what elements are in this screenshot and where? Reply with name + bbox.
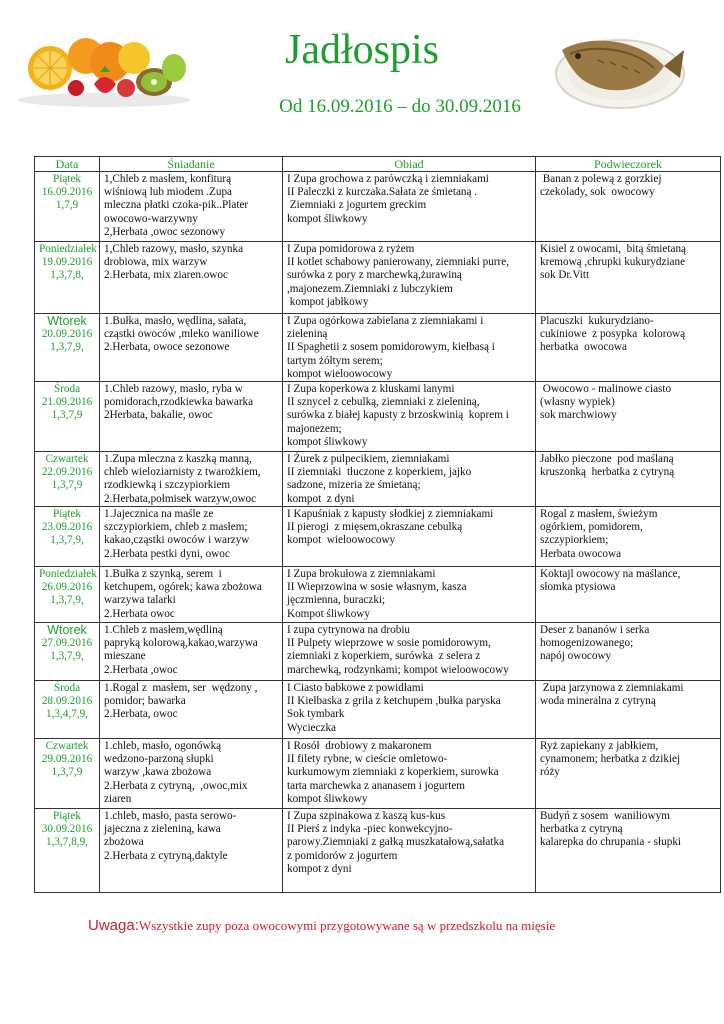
lunch-line: I Rosół drobiowy z makaronem [287, 740, 432, 753]
lunch-line: kompot z dyni [287, 862, 352, 875]
snack-line: słomka ptysiowa [540, 581, 616, 594]
snack-cell [536, 242, 721, 314]
snack-line: woda mineralna z cytryną [540, 695, 656, 708]
lunch-line: Kompot śliwkowy [287, 607, 370, 620]
allergen-codes: 1,3,7,9, [50, 534, 84, 547]
table-header-row [35, 157, 721, 172]
day-name: Czwartek [45, 740, 89, 753]
breakfast-line: mieszane [104, 650, 146, 663]
breakfast-line: chleb wieloziarnisty z twarożkiem, [104, 466, 261, 479]
snack-line: czekolady, sok owocowy [540, 186, 655, 199]
day-date: 16.09.2016 [41, 186, 93, 199]
day-date: 28.09.2016 [41, 695, 93, 708]
allergen-codes: 1,7,9 [55, 199, 79, 212]
breakfast-line: warzyw ,kawa zbożowa [104, 766, 212, 779]
lunch-line: sadzone, mizeria ze śmietaną; [287, 479, 421, 492]
breakfast-line: rzodkiewką i szczypiorkiem [104, 479, 231, 492]
lunch-line: II sznycel z cebulką, ziemniaki z zieleniną, [287, 396, 480, 409]
allergen-codes: 1,3,7,8,9, [46, 836, 88, 849]
breakfast-line: 2.Herbata, owoc [104, 708, 178, 721]
breakfast-line: 1.Jajecznica na maśle ze [104, 508, 214, 521]
table-row [35, 242, 721, 314]
lunch-cell [283, 567, 536, 623]
breakfast-line: 2.Herbata, mix ziaren.owoc [104, 269, 228, 282]
lunch-line: kurkumowym ziemniaki z koperkiem, surowka [287, 766, 499, 779]
snack-line: Banan z polewą z gorzkiej [540, 173, 662, 185]
lunch-line: II Spaghetii z sosem pomidorowym, kiełbasą i [287, 341, 495, 354]
lunch-line: II ziemniaki tłuczone z koperkiem, jajko [287, 466, 472, 479]
table-row [35, 623, 721, 681]
day-date: 23.09.2016 [41, 521, 93, 534]
lunch-line: II Pulpety wieprzowe w sosie pomidorowym, [287, 637, 491, 650]
breakfast-cell [100, 507, 283, 567]
allergen-codes: 1,3,7,9, [50, 594, 84, 607]
breakfast-line: owocowo-warzywny [104, 212, 198, 225]
snack-cell [536, 452, 721, 507]
day-cell [35, 809, 100, 893]
snack-line: Herbata owocowa [540, 547, 622, 560]
breakfast-line: 2.Herbata, owoce sezonowe [104, 341, 230, 354]
breakfast-line: cząstki owoców ,mleko waniliowe [104, 328, 259, 341]
menu-body [35, 172, 721, 893]
breakfast-cell [100, 242, 283, 314]
snack-line: (własny wypiek) [540, 396, 615, 409]
column-header-lunch: Obiad [283, 157, 536, 172]
lunch-line: II kotlet schabowy panierowany, ziemniaki purre, [287, 256, 510, 269]
breakfast-line: 2.Herbata z cytryną,daktyle [104, 849, 228, 862]
snack-line: Deser z bananów i serka [540, 624, 650, 637]
lunch-line: ,majonezem.Ziemniaki z lubczykiem [287, 282, 453, 295]
breakfast-line: 1.chleb, masło, ogonówką [104, 740, 222, 753]
snack-line: kalarepka do chrupania - słupki [540, 836, 682, 849]
lunch-line: majonezem; [287, 422, 342, 435]
day-name: Piątek [53, 810, 81, 823]
lunch-cell [283, 681, 536, 739]
lunch-line: kompot jabłkowy [287, 295, 369, 308]
snack-line: Placuszki kukurydziano- [540, 315, 654, 327]
breakfast-line: 1.Bułka z szynką, serem i [104, 568, 222, 581]
snack-cell [536, 314, 721, 382]
allergen-codes: 1,3,4,7,9, [46, 708, 88, 721]
lunch-cell [283, 809, 536, 893]
allergen-codes: 1,3,7,9 [51, 479, 83, 492]
note-text: Wszystkie zupy poza owocowymi przygotowywane są w przedszkolu na mięsie [138, 918, 556, 933]
snack-line: cynamonem; herbatka z dzikiej [540, 753, 681, 766]
menu-table [34, 156, 721, 893]
snack-line: herbatka z cytryną [540, 823, 623, 836]
breakfast-line: 1.Zupa mleczna z kaszką manną, [104, 453, 252, 466]
lunch-line: II Paleczki z kurczaka.Sałata ze śmietaną . [287, 186, 478, 199]
breakfast-line: 2Herbata, bakalie, owoc [104, 409, 213, 422]
allergen-codes: 1,3,7,9, [50, 650, 84, 663]
lunch-cell [283, 314, 536, 382]
breakfast-line: 2,Herbata ,owoc sezonowy [104, 225, 226, 238]
snack-line: Koktajl owocowy na maślance, [540, 568, 681, 581]
breakfast-line: 2.Herbata z cytryną, ,owoc,mix [104, 779, 248, 792]
day-name: Piątek [53, 173, 81, 185]
lunch-cell [283, 382, 536, 452]
breakfast-line: 2.Herbata pestki dyni, owoc [104, 547, 230, 560]
table-row [35, 507, 721, 567]
lunch-line: II Kiełbaska z grila z ketchupem ,bułka paryska [287, 695, 501, 708]
table-row [35, 172, 721, 242]
day-cell [35, 507, 100, 567]
lunch-line: ziemniaki z koperkiem, surówka z selera z [287, 650, 481, 663]
breakfast-line: 1.Bułka, masło, wędlina, sałata, [104, 315, 247, 327]
snack-line: napój owocowy [540, 650, 612, 663]
table-row [35, 809, 721, 893]
day-name: Środa [53, 682, 81, 695]
snack-line: róży [540, 766, 560, 779]
lunch-line: kompot z dyni [287, 492, 355, 505]
lunch-line: I Ciasto babkowe z powidłami [287, 682, 424, 695]
breakfast-cell [100, 452, 283, 507]
day-cell [35, 623, 100, 681]
snack-line: Jabłko pieczone pod maślaną [540, 453, 674, 466]
breakfast-line: jajeczna z zieleniną, kawa [104, 823, 221, 836]
day-name: Wtorek [47, 623, 87, 638]
page-title: Jadłospis [284, 27, 439, 73]
lunch-line: surówka z białej kapusty z brzoskwinią koprem i [287, 409, 509, 422]
day-date: 20.09.2016 [41, 328, 93, 341]
breakfast-line: ziaren [104, 792, 132, 805]
lunch-line: I Żurek z pulpecikiem, ziemniakami [287, 453, 450, 466]
day-date: 22.09.2016 [41, 466, 93, 479]
lunch-line: surówka z pory z marchewką,żurawiną [287, 269, 462, 282]
snack-line: homogenizowanego; [540, 637, 634, 650]
breakfast-line: pomidorach,rzodkiewka bawarka [104, 396, 254, 409]
lunch-line: I Zupa koperkowa z kluskami lanymi [287, 383, 455, 396]
lunch-line: kompot śliwkowy [287, 212, 368, 225]
note-label: Uwaga: [88, 917, 139, 934]
table-row [35, 382, 721, 452]
day-date: 26.09.2016 [41, 581, 93, 594]
lunch-cell [283, 242, 536, 314]
lunch-line: II pierogi z mięsem,okraszane cebulką [287, 521, 463, 534]
snack-line: sok Dr.Vitt [540, 269, 590, 282]
breakfast-line: 2.Herbata owoc [104, 607, 175, 620]
allergen-codes: 1,3,7,8, [50, 269, 84, 282]
snack-cell [536, 172, 721, 242]
snack-cell [536, 739, 721, 809]
breakfast-line: warzywa talarki [104, 594, 176, 607]
snack-line: kruszonką herbatka z cytryną [540, 466, 675, 479]
column-header-snack: Podwieczorek [536, 157, 721, 172]
day-cell [35, 242, 100, 314]
lunch-line: II Wieprzowina w sosie własnym, kasza [287, 581, 467, 594]
breakfast-line: 2.Herbata,połmisek warzyw,owoc [104, 492, 257, 505]
lunch-line: jęczmienna, buraczki; [287, 594, 386, 607]
day-cell [35, 172, 100, 242]
breakfast-cell [100, 739, 283, 809]
snack-line: Kisiel z owocami, bitą śmietaną [540, 243, 687, 255]
snack-cell [536, 809, 721, 893]
snack-cell [536, 681, 721, 739]
lunch-line: I Zupa pomidorowa z ryżem [287, 243, 415, 255]
day-date: 21.09.2016 [41, 396, 93, 409]
lunch-line: tarta marchewka z ananasem i jogurtem [287, 779, 465, 792]
snack-line: Budyń z sosem waniliowym [540, 810, 670, 823]
day-date: 19.09.2016 [41, 256, 93, 269]
lunch-line: Ziemniaki z jogurtem greckim [287, 199, 427, 212]
lunch-line: kompot wieloowocowy [287, 534, 396, 547]
lunch-cell [283, 739, 536, 809]
lunch-line: tartym żółtym serem; [287, 354, 383, 367]
breakfast-cell [100, 382, 283, 452]
column-header-breakfast: Śniadanie [100, 157, 283, 172]
lunch-cell [283, 172, 536, 242]
allergen-codes: 1,3,7,9 [51, 409, 83, 422]
breakfast-line: drobiowa, mix warzyw [104, 256, 208, 269]
table-row [35, 739, 721, 809]
lunch-line: kompot śliwkowy [287, 435, 368, 448]
snack-cell [536, 623, 721, 681]
day-name: Wtorek [47, 314, 87, 328]
lunch-line: II Pierś z indyka -piec konwekcyjno- [287, 823, 453, 836]
day-name: Poniedziałek [39, 243, 97, 255]
day-cell [35, 314, 100, 382]
day-name: Piątek [53, 508, 81, 521]
day-name: Poniedziałek [39, 568, 97, 581]
breakfast-line: 1.Rogal z masłem, ser wędzony , [104, 682, 258, 695]
day-date: 30.09.2016 [41, 823, 93, 836]
lunch-line: kompot wieloowocowy [287, 367, 393, 380]
breakfast-line: wedzono-parzoną słupki [104, 753, 214, 766]
table-row [35, 567, 721, 623]
lunch-line: z pomidorów z jogurtem [287, 849, 398, 862]
lunch-line: I Zupa ogórkowa zabielana z ziemniakami i [287, 315, 484, 327]
lunch-line: Wycieczka [287, 721, 337, 734]
day-cell [35, 452, 100, 507]
day-date: 29.09.2016 [41, 753, 93, 766]
lunch-line: I Kapuśniak z kapusty słodkiej z ziemniakami [287, 508, 494, 521]
breakfast-line: 2.Herbata ,owoc [104, 663, 178, 676]
breakfast-line: zbożowa [104, 836, 144, 849]
snack-line: Rogal z masłem, świeżym [540, 508, 658, 521]
snack-line: szczypiorkiem; [540, 534, 609, 547]
date-range: Od 16.09.2016 – do 30.09.2016 [279, 96, 521, 117]
day-cell [35, 567, 100, 623]
breakfast-line: wiśniową lub miodem .Zupa [104, 186, 233, 199]
day-cell [35, 681, 100, 739]
lunch-cell [283, 452, 536, 507]
breakfast-line: kakao,cząstki owoców i warzyw [104, 534, 250, 547]
breakfast-line: pomidor; bawarka [104, 695, 186, 708]
day-cell [35, 739, 100, 809]
lunch-line: zieleniną [287, 328, 328, 341]
lunch-line: I Zupa szpinakowa z kaszą kus-kus [287, 810, 446, 823]
breakfast-line: 1,Chleb z masłem, konfiturą [104, 173, 232, 185]
snack-line: Owocowo - malinowe ciasto [540, 383, 672, 396]
breakfast-line: mleczna płatki czoka-pik..Plater [104, 199, 249, 212]
breakfast-line: 1.Chleb z masłem,wędliną [104, 624, 223, 637]
lunch-line: I Zupa grochowa z parówczką i ziemniakami [287, 173, 489, 185]
allergen-codes: 1,3,7,9 [51, 766, 83, 779]
lunch-line: II filety rybne, w cieście omletowo- [287, 753, 448, 766]
table-row [35, 681, 721, 739]
lunch-line: I Zupa brokułowa z ziemniakami [287, 568, 436, 581]
day-name: Środa [53, 383, 81, 396]
lunch-line: parowy.Ziemniaki z gałką muszkatałową,sałatka [287, 836, 505, 849]
breakfast-line: szczypiorkiem, chleb z masłem; [104, 521, 248, 534]
breakfast-cell [100, 314, 283, 382]
lunch-cell [283, 507, 536, 567]
snack-line: sok marchwiowy [540, 409, 617, 422]
lunch-line: I zupa cytrynowa na drobiu [287, 624, 411, 637]
snack-line: kremową ,chrupki kukurydziane [540, 256, 686, 269]
lunch-line: Sok tymbark [287, 708, 345, 721]
snack-cell [536, 567, 721, 623]
allergen-codes: 1,3,7,9, [50, 341, 84, 354]
snack-cell [536, 382, 721, 452]
breakfast-line: 1.chleb, masło, pasta serowo- [104, 810, 237, 823]
breakfast-cell [100, 681, 283, 739]
breakfast-line: 1.Chleb razowy, masło, ryba w [104, 383, 243, 396]
lunch-cell [283, 623, 536, 681]
breakfast-line: 1,Chleb razowy, masło, szynka [104, 243, 244, 255]
day-cell [35, 382, 100, 452]
breakfast-line: papryką kolorową,kakao,warzywa [104, 637, 258, 650]
day-name: Czwartek [45, 453, 89, 466]
snack-line: ogórkiem, pomidorem, [540, 521, 643, 534]
table-row [35, 314, 721, 382]
lunch-line: kompot śliwkowy [287, 792, 368, 805]
breakfast-cell [100, 172, 283, 242]
lunch-line: marchewką, rodzynkami; kompot wieloowocowy [287, 663, 509, 676]
snack-line: Zupa jarzynowa z ziemniakami [540, 682, 684, 695]
note [88, 917, 555, 934]
snack-cell [536, 507, 721, 567]
column-header-date: Data [35, 157, 100, 172]
snack-line: Ryż zapiekany z jabłkiem, [540, 740, 659, 753]
breakfast-cell [100, 809, 283, 893]
day-date: 27.09.2016 [41, 637, 93, 650]
breakfast-line: ketchupem, ogórek; kawa zbożowa [104, 581, 262, 594]
breakfast-cell [100, 623, 283, 681]
breakfast-cell [100, 567, 283, 623]
snack-line: herbatka owocowa [540, 341, 627, 354]
table-row [35, 452, 721, 507]
snack-line: cukiniowe z posypka kolorową [540, 328, 686, 341]
